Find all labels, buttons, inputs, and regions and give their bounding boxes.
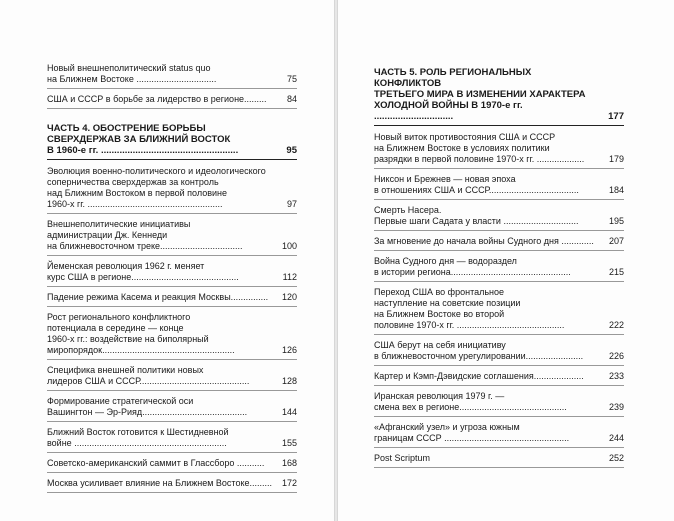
toc-entry-title: Переход США во фронтальное наступление на советские позиции на Ближнем Востоке во второй половине 1970-х гг. ...........................................	[374, 287, 565, 330]
toc-entry-page-number: 100	[281, 241, 297, 251]
toc-entry-title: Никсон и Брежнев — новая эпоха в отношениях США и СССР....................................	[374, 174, 579, 195]
toc-entry	[47, 63, 297, 89]
toc-entry-title: Новый внешнеполитический status quo на Ближнем Востоке ................................	[47, 63, 217, 84]
toc-entry	[47, 427, 297, 453]
toc-entry-page-number: 207	[608, 236, 624, 246]
toc-entry-page-number: 215	[608, 267, 624, 277]
toc-entry-title: Картер и Кэмп-Дэвидские соглашения....................	[374, 371, 584, 381]
toc-entry	[374, 391, 624, 417]
toc-entry	[374, 132, 624, 169]
toc-entry-title: «Афганский узел» и угроза южным границам СССР ..................................................	[374, 422, 570, 443]
toc-entry	[374, 205, 624, 231]
toc-entry-title: Советско-американский саммит в Глассборо ...........	[47, 458, 265, 468]
toc-entry-title: Рост регионального конфликтного потенциала в середине — конце 1960-х гг.: воздействие на биполярный миропорядок.....................................................	[47, 312, 235, 355]
toc-entry	[374, 453, 624, 468]
toc-entry-title: Война Судного дня — водораздел в истории региона................................................	[374, 256, 571, 277]
toc-entry-page-number: 144	[281, 407, 297, 417]
toc-entry	[374, 174, 624, 200]
toc-entry-page-number: 168	[281, 458, 297, 468]
right-page	[338, 0, 674, 521]
toc-entry	[47, 396, 297, 422]
toc-entry	[47, 261, 297, 287]
toc-entry	[47, 166, 297, 214]
toc-entry-title: Внешнеполитические инициативы администрации Дж. Кеннеди на ближневосточном треке.................................	[47, 219, 243, 251]
toc-entry-title: Ближний Восток готовится к Шестидневной войне .............................................................	[47, 427, 229, 448]
toc-entry-title: Эволюция военно-политического и идеологического соперничества сверхдержав за контроль над Ближним Востоком в первой половине 1960-х гг. ......................................................	[47, 166, 266, 209]
toc-entry-title: США берут на себя инициативу в ближневосточном урегулировании.......................	[374, 340, 584, 361]
toc-entry	[47, 292, 297, 307]
toc-entry	[374, 371, 624, 386]
toc-entry-title: Москва усиливает влияние на Ближнем Востоке.........	[47, 478, 273, 488]
toc-entry-title: ЧАСТЬ 4. ОБОСТРЕНИЕ БОРЬБЫ СВЕРХДЕРЖАВ ЗА БЛИЖНИЙ ВОСТОК В 1960-е гг. ....................................................	[47, 123, 239, 156]
toc-entry-page-number: 84	[286, 94, 297, 104]
toc-entry-title: Специфика внешней политики новых лидеров США и СССР............................................	[47, 365, 250, 386]
toc-entry	[374, 340, 624, 366]
toc-entry	[47, 219, 297, 256]
toc-entry-title: США и СССР в борьбе за лидерство в регионе.........	[47, 94, 267, 104]
toc-entry-page-number: 75	[286, 74, 297, 84]
toc-entry-page-number: 126	[281, 345, 297, 355]
table-of-contents-right	[374, 67, 624, 473]
toc-entry-title: Иранская революция 1979 г. — смена вех в регионе...........................................	[374, 391, 567, 412]
toc-entry	[47, 365, 297, 391]
toc-entry-page-number: 195	[608, 216, 624, 226]
toc-entry-page-number: 112	[282, 272, 297, 282]
toc-entry	[47, 478, 297, 493]
toc-entry	[47, 458, 297, 473]
toc-entry-page-number: 177	[608, 111, 624, 122]
toc-entry-page-number: 172	[281, 478, 297, 488]
toc-entry	[374, 422, 624, 448]
toc-entry	[374, 256, 624, 282]
toc-part-heading	[47, 123, 297, 160]
toc-entry	[47, 312, 297, 360]
toc-entry-page-number: 97	[286, 199, 297, 209]
toc-entry-title: Post Scriptum	[374, 453, 431, 463]
toc-entry-page-number: 184	[608, 185, 624, 195]
toc-entry-title: Смерть Насера. Первые шаги Садата у власти ..............................	[374, 205, 579, 226]
toc-entry-title: Йеменская революция 1962 г. меняет курс США в регионе...........................................	[47, 261, 239, 282]
toc-entry-page-number: 155	[281, 438, 297, 448]
toc-entry-page-number: 226	[608, 351, 624, 361]
left-page	[0, 0, 334, 521]
toc-entry-page-number: 222	[608, 320, 624, 330]
toc-part-heading	[374, 67, 624, 126]
toc-entry-title: ЧАСТЬ 5. РОЛЬ РЕГИОНАЛЬНЫХ КОНФЛИКТОВ ТРЕТЬЕГО МИРА В ИЗМЕНЕНИИ ХАРАКТЕРА ХОЛОДНОЙ ВОЙНЫ В 1970-е гг. ..............................	[374, 67, 586, 122]
toc-entry-page-number: 239	[608, 402, 624, 412]
toc-entry-page-number: 120	[281, 292, 297, 302]
toc-entry	[47, 94, 297, 109]
table-of-contents-left	[47, 63, 297, 498]
toc-entry-title: За мгновение до начала войны Судного дня .............	[374, 236, 594, 246]
toc-entry-page-number: 244	[608, 433, 624, 443]
toc-entry-page-number: 179	[608, 154, 624, 164]
toc-entry-page-number: 95	[286, 145, 297, 156]
toc-entry-title: Новый виток противостояния США и СССР на Ближнем Востоке в условиях политики разрядки в первой половине 1970-х гг. ...................	[374, 132, 585, 164]
toc-entry	[374, 236, 624, 251]
toc-entry-title: Формирование стратегической оси Вашингтон — Эр-Рияд..........................................	[47, 396, 248, 417]
toc-entry-page-number: 252	[608, 453, 624, 463]
toc-entry-page-number: 128	[281, 376, 297, 386]
toc-entry-title: Падение режима Касема и реакция Москвы...............	[47, 292, 269, 302]
toc-entry	[374, 287, 624, 335]
toc-entry-page-number: 233	[608, 371, 624, 381]
